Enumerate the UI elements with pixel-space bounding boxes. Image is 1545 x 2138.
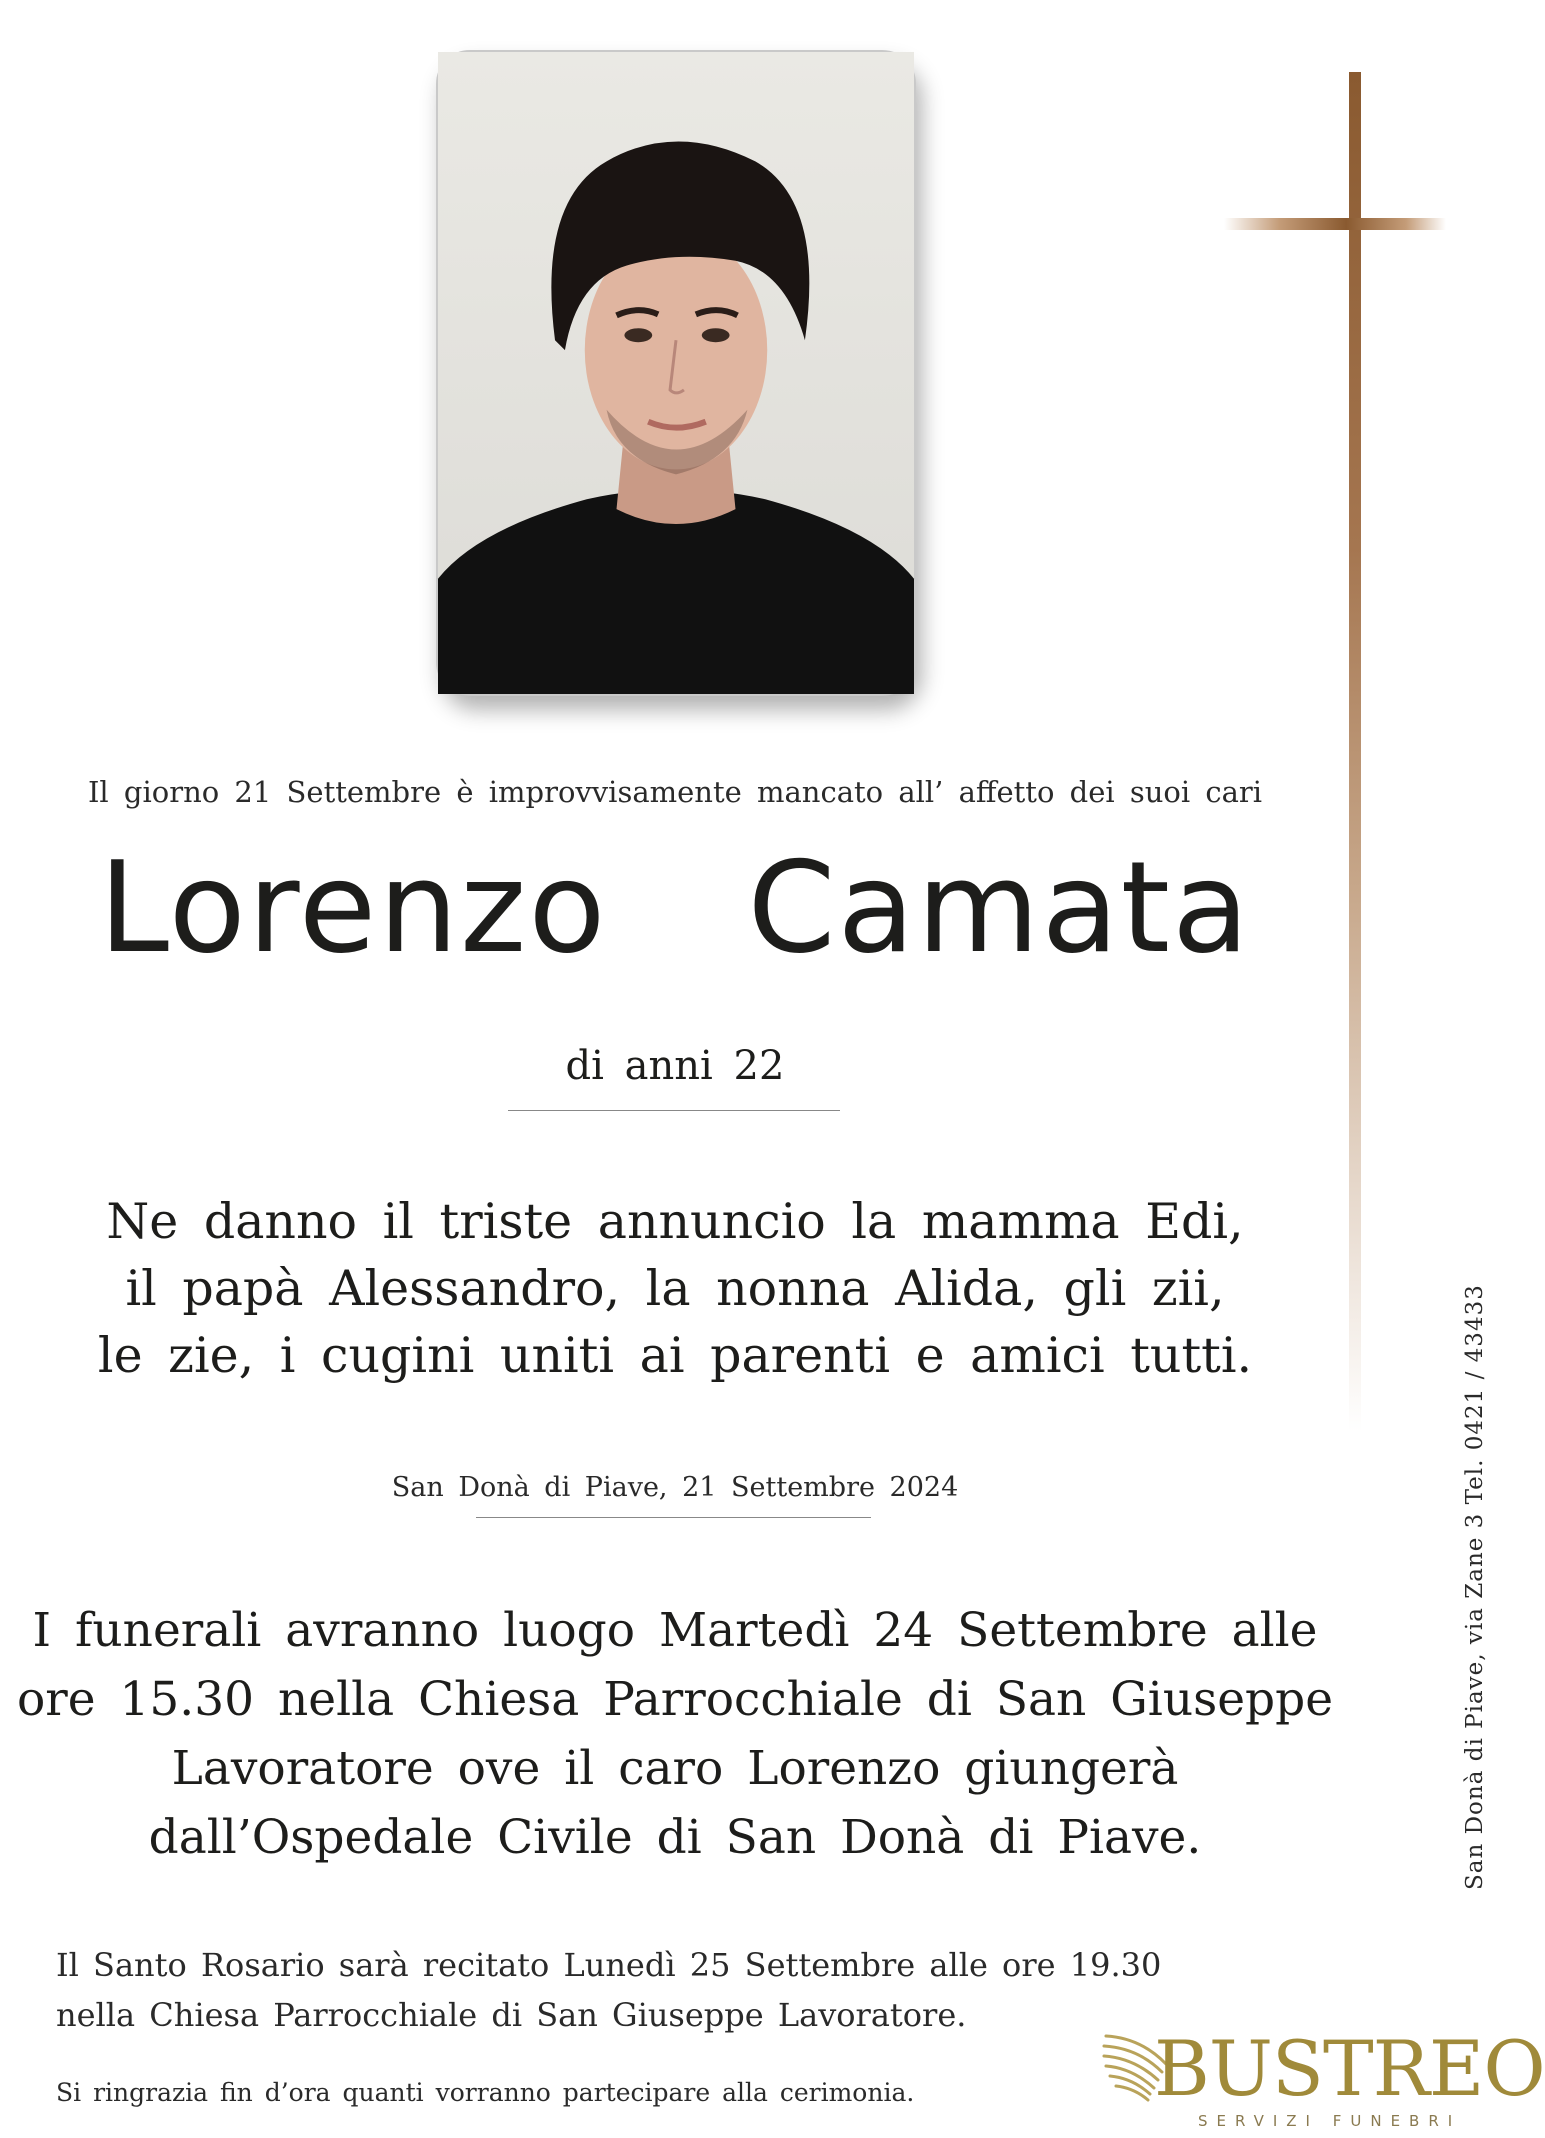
- intro-text: Il giorno 21 Settembre è improvvisamente mancato all’ affetto dei suoi cari: [87, 775, 1263, 809]
- rosary-line: nella Chiesa Parrocchiale di San Giuseppe Lavoratore.: [56, 1996, 967, 2034]
- portrait-photo: [436, 50, 916, 696]
- announcement: [0, 1188, 1350, 1389]
- funeral-line: Lavoratore ove il caro Lorenzo giungerà: [171, 1741, 1179, 1796]
- rosary-line: Il Santo Rosario sarà recitato Lunedì 25 Settembre alle ore 19.30: [56, 1946, 1162, 1984]
- cross-horizontal-bar: [1224, 218, 1446, 230]
- funeral-line: I funerali avranno luogo Martedì 24 Settembre alle: [32, 1603, 1318, 1658]
- announcement-line: le zie, i cugini uniti ai parenti e amici tutti.: [97, 1327, 1253, 1384]
- announcement-line: il papà Alessandro, la nonna Alida, gli zii,: [125, 1260, 1225, 1317]
- age-text: di anni 22: [565, 1043, 785, 1089]
- funeral-line: dall’Ospedale Civile di San Donà di Piave.: [148, 1810, 1202, 1865]
- announcement-line: Ne danno il triste annuncio la mamma Edi,: [106, 1193, 1244, 1250]
- cross-vertical-bar: [1349, 72, 1361, 1432]
- side-address: San Donà di Piave, via Zane 3 Tel. 0421 / 43433: [1462, 1284, 1488, 1890]
- thanks-text: Si ringrazia fin d’ora quanti vorranno partecipare alla cerimonia.: [56, 2078, 915, 2107]
- place-date: San Donà di Piave, 21 Settembre 2024: [391, 1472, 959, 1503]
- date-divider: [476, 1517, 871, 1518]
- logo-subtitle: SERVIZI FUNEBRI: [1198, 2112, 1462, 2130]
- funeral-info: [0, 1596, 1350, 1872]
- deceased-name: Lorenzo Camata: [98, 834, 1252, 981]
- rosary-info: [56, 1940, 1161, 2040]
- funeral-line: ore 15.30 nella Chiesa Parrocchiale di San Giuseppe: [16, 1672, 1334, 1727]
- age-divider: [508, 1110, 840, 1111]
- logo-name: BUSTREO: [1154, 2024, 1545, 2113]
- bustreo-logo: [1096, 2024, 1545, 2134]
